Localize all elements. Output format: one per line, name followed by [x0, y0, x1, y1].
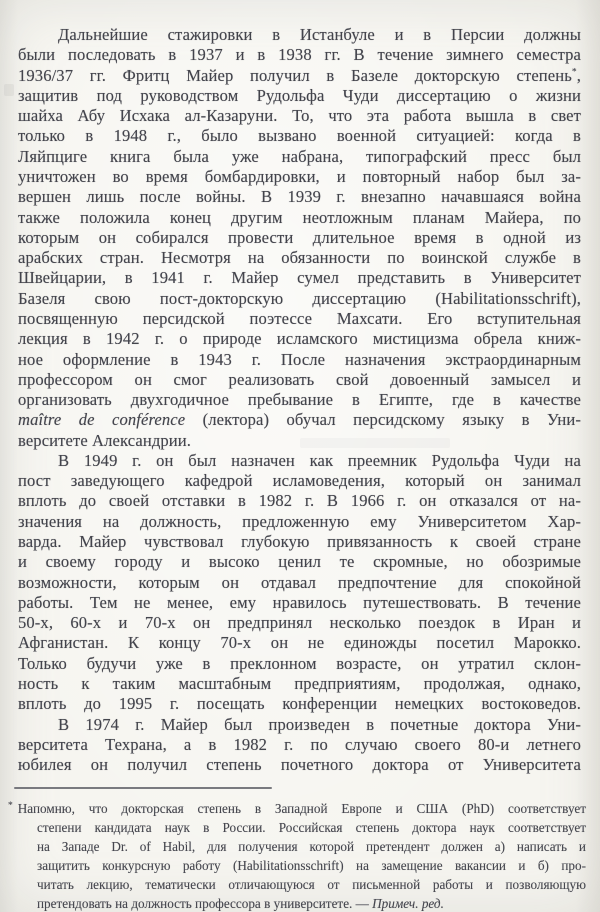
- footnote-marker: *: [571, 67, 577, 78]
- editor-note-italic: Примеч. ред.: [372, 896, 444, 911]
- text-line: профессором он смог реализовать свой довоенный замысел и: [18, 369, 581, 389]
- text-line: верситета Техрана, а в 1982 г. по случаю своего 80-и летнего: [18, 734, 581, 754]
- text-line: арабских стран. Несмотря на обязанности по воинской службе в: [18, 248, 581, 268]
- text-segment: 1936/37 гг. Фритц Майер получил в Базеле докторскую степень: [18, 65, 572, 85]
- footnote-line: степени кандидата наук в России. Российская степень доктора наук соответствует: [37, 820, 586, 835]
- text-line: возможности, которым он отдавал предпочтение для спокойной: [18, 572, 581, 592]
- text-line: Базеля свою пост-докторскую диссертацию (Habilitationsschrift),: [18, 288, 581, 308]
- text-line: которым он собирался провести длительное время в одной из: [18, 227, 581, 247]
- text-line: защитив под руководством Рудольфа Чуди диссертацию о жизни: [18, 85, 581, 105]
- text-line: Только будучи уже в преклонном возрасте, он утратил склон-: [18, 653, 581, 673]
- text-line: уничтожен во время бомбардировки, и повторный набор был за-: [18, 166, 581, 186]
- text-segment: претендовать на должность профессора в университете. —: [37, 896, 373, 911]
- text-line: организовать двухгодичное пребывание в Египте, где в качестве: [18, 390, 581, 410]
- text-segment: Напомню, что докторская степень в Западной Европе и США (PhD) соответствует: [17, 801, 586, 816]
- text-line: были последовать в 1937 и в 1938 гг. В течение зимнего семестра: [18, 45, 581, 65]
- text-line: Ляйпциге книга была уже набрана, типографский пресс был: [18, 146, 581, 166]
- text-line: верситете Александрии.: [18, 430, 191, 450]
- text-line: посвященную персидской поэтессе Махсати. Его вступительная: [18, 308, 581, 328]
- text-line: ность к таким масштабным предприятиям, продолжая, однако,: [18, 674, 581, 693]
- text-line: пост заведующего кафедрой исламоведения, который он занимал: [18, 471, 581, 491]
- text-line: юбилея он получил степень почетного доктора от Университета: [18, 755, 581, 775]
- text-line: шайха Абу Исхака ал-Казаруни. То, что эта работа вышла в свет: [18, 106, 581, 126]
- text-line-with-footnote-marker: [18, 66, 581, 86]
- text-line-with-italic: [18, 410, 581, 430]
- text-line: лекция в 1942 г. о природе исламского мистицизма обрела книж-: [18, 329, 581, 349]
- text-line: значения на должность, предложенную ему Университетом Хар-: [18, 511, 581, 531]
- footnote-marker: *: [8, 800, 13, 811]
- footnote-block: [8, 799, 586, 912]
- text-line: и своему городу и высоко ценил те скромные, но обозримые: [18, 552, 581, 572]
- page-body-text: [18, 25, 581, 775]
- footnote-line: на Западе Dr. of Habil, для получения которой претендент должен а) написать и: [37, 839, 586, 854]
- italic-phrase: maître de conférence: [18, 410, 186, 430]
- text-line: Швейцарии, в 1941 г. Майер сумел представить в Университет: [18, 268, 581, 288]
- text-line: Дальнейшие стажировки в Истанбуле и в Персии должны: [58, 25, 581, 44]
- footnote-line: защитить конкурсную работу (Habilitationsschrift) на замещение вакансии и б) про-: [37, 858, 586, 873]
- text-line: 50-х, 60-х и 70-х он предпринял несколько поездок в Иран и: [18, 613, 581, 633]
- footnote-line: [8, 799, 586, 818]
- text-line: вплоть до 1995 г. посещать конференции немецких востоковедов.: [18, 694, 581, 714]
- text-line: В 1974 г. Майер был произведен в почетные доктора Уни-: [58, 714, 581, 734]
- scan-artifact: [4, 84, 14, 96]
- text-line: работы. Тем не менее, ему нравилось путешествовать. В течение: [18, 592, 581, 612]
- text-line: только в 1948 г., было вызвано военной ситуацией: когда в: [18, 126, 581, 146]
- text-line: В 1949 г. он был назначен как преемник Рудольфа Чуди на: [58, 450, 581, 470]
- footnote-divider: [14, 787, 272, 789]
- text-segment: (лектора) обучал персидскому языку в Уни-: [185, 410, 581, 430]
- text-line: вплоть до своей отставки в 1982 г. В 1966 г. он отказался от на-: [18, 491, 581, 511]
- text-segment: ,: [576, 65, 581, 85]
- text-line: также положила конец другим неотложным планам Майера, по: [18, 207, 581, 227]
- text-line: вершен лишь после войны. В 1939 г. внезапно начавшаяся война: [18, 187, 581, 207]
- text-line: варда. Майер чувствовал глубокую привязанность к своей стране: [18, 532, 581, 552]
- text-line: Афганистан. К концу 70-х он не единожды посетил Марокко.: [18, 633, 581, 653]
- footnote-line: читать лекцию, тематически отличающуюся от письменной работы и позволяющую: [37, 877, 586, 892]
- footnote-line: [8, 894, 586, 912]
- text-line: ное оформление в 1943 г. После назначения экстраординарным: [18, 349, 581, 369]
